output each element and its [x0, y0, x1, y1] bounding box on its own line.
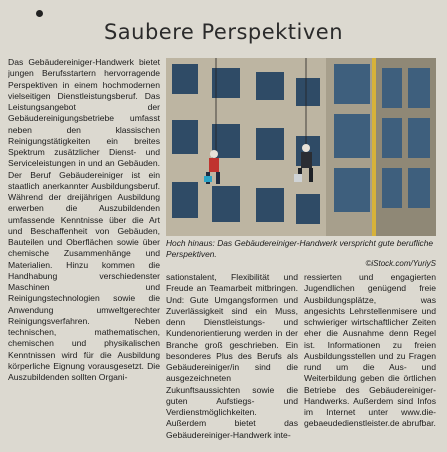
photo-credit: ©iStock.com/YuriyS	[365, 259, 436, 268]
article-photo	[166, 58, 436, 236]
scan-mark	[36, 10, 43, 17]
article-column-2	[166, 272, 298, 448]
column-2-text: sationstalent, Flexibilität und Freude an Teamarbeit mitbringen. Und: Gute Umgangsformen und Zuverlässigkeit sind ein Muss, denn Dienstleistungs- und Kundenorientierung werden in der Branche groß geschrieben. Ein besonderes Plus des Berufs als Gebäudereiniger/in sind die ausgezeichneten Zukunftsaussichten sowie die guten Aufstiegs- und Verdienstmöglichkeiten. Außerdem bietet das Gebäudereiniger-Handwerk inte-	[166, 272, 298, 440]
column-3-text: ressierten und engagierten Jugendlichen genügend freie Ausbildungsplätze, was angesichts Lehrstellenmisere und schwieriger wirtschaftlicher Zeiten eher die Ausnahme denn Regel ist. Informationen zu freien Ausbildungsstellen und zu Fragen rund um die Aus- und Weiterbildung geben die örtlichen Betriebe des Gebäudereiniger-Handwerks. Außerdem sind Infos im Internet unter www.die-gebaeudedienstleister.de abrufbar.	[304, 272, 436, 429]
caption-text: Hoch hinaus: Das Gebäudereiniger-Handwerk verspricht gute berufliche Perspektiven.	[166, 238, 434, 259]
article-column-1	[8, 57, 160, 449]
article-column-3	[304, 272, 436, 448]
photo-caption	[166, 238, 436, 259]
column-1-text: Das Gebäudereiniger-Handwerk bietet jungen Berufsstartern hervorragende Perspektiven in einem hochmodernen vielseitigen Dienstleistungsberuf. Das Leistungsangebot der Gebäudereinigungsbetriebe umfasst neben den klassischen Reinigungstätigkeiten ein breites Spektrum zusätzlicher Dienst- und Serviceleistungen in und an Gebäuden. Der Beruf Gebäudereiniger ist ein staatlich anerkannter Ausbildungsberuf. Während der dreijährigen Ausbildung erwerben die Auszubildenden umfassende Kenntnisse über die Art und Beschaffenheit von Gebäuden, Bauteilen und Oberflächen sowie über chemische Zusammenhänge und Materialien. Hinzu kommen die Handhabung verschiedenster Maschinen und Reinigungstechnologien sowie die Anwendung umweltgerechter Reinigungsverfahren. Neben technischen, mathematischen, chemischen und physikalischen Kenntnissen wird für die Ausbildung körperliche Eignung vorausgesetzt. Die Auszubildenden sollten Organi-	[8, 57, 160, 382]
article-headline: Saubere Perspektiven	[103, 20, 344, 44]
window-cleaners-illustration	[166, 58, 436, 236]
